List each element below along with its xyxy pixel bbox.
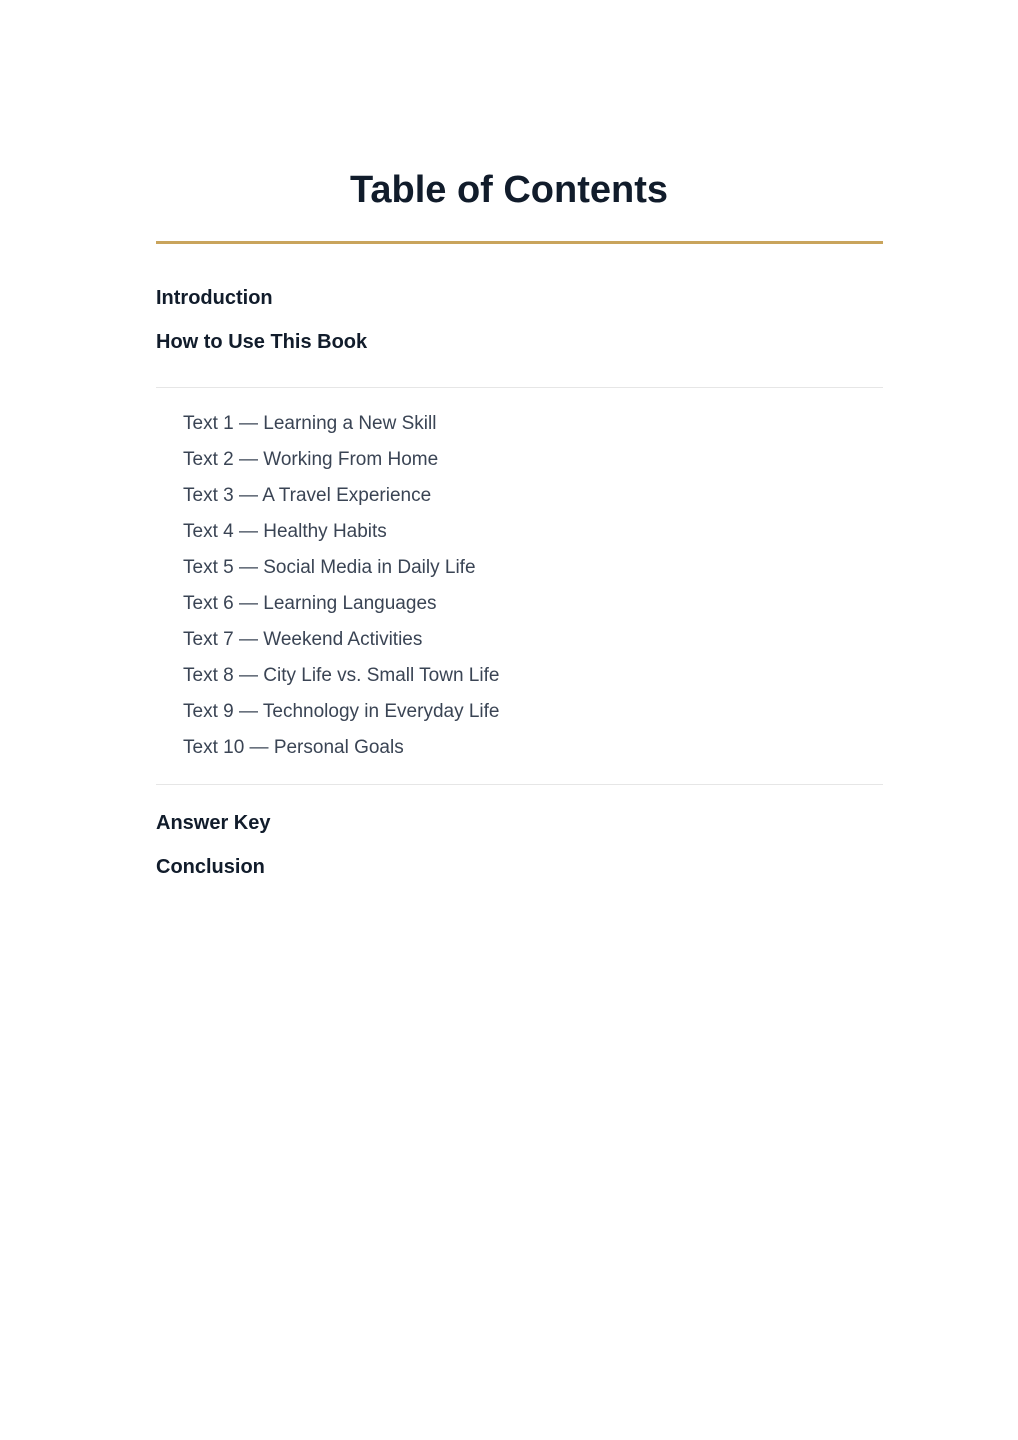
- toc-entry-text-10[interactable]: Text 10 — Personal Goals: [183, 737, 404, 758]
- toc-section-conclusion[interactable]: Conclusion: [156, 856, 265, 878]
- title-divider: [156, 241, 883, 244]
- toc-entry-text-1[interactable]: Text 1 — Learning a New Skill: [183, 413, 437, 434]
- section-divider-bottom: [156, 784, 883, 785]
- toc-entry-text-9[interactable]: Text 9 — Technology in Everyday Life: [183, 701, 500, 722]
- toc-entry-text-4[interactable]: Text 4 — Healthy Habits: [183, 521, 387, 542]
- toc-entry-text-7[interactable]: Text 7 — Weekend Activities: [183, 629, 423, 650]
- page-title: Table of Contents: [349, 169, 669, 211]
- toc-entry-text-8[interactable]: Text 8 — City Life vs. Small Town Life: [183, 665, 500, 686]
- toc-section-introduction[interactable]: Introduction: [156, 287, 273, 309]
- toc-entry-text-2[interactable]: Text 2 — Working From Home: [183, 449, 439, 470]
- toc-entry-text-3[interactable]: Text 3 — A Travel Experience: [183, 485, 432, 506]
- section-divider-top: [156, 387, 883, 388]
- toc-section-answer-key[interactable]: Answer Key: [156, 812, 271, 834]
- toc-section-how-to-use[interactable]: How to Use This Book: [156, 331, 368, 353]
- toc-entry-text-6[interactable]: Text 6 — Learning Languages: [183, 593, 437, 614]
- toc-text-list: [183, 406, 500, 766]
- toc-entry-text-5[interactable]: Text 5 — Social Media in Daily Life: [183, 557, 476, 578]
